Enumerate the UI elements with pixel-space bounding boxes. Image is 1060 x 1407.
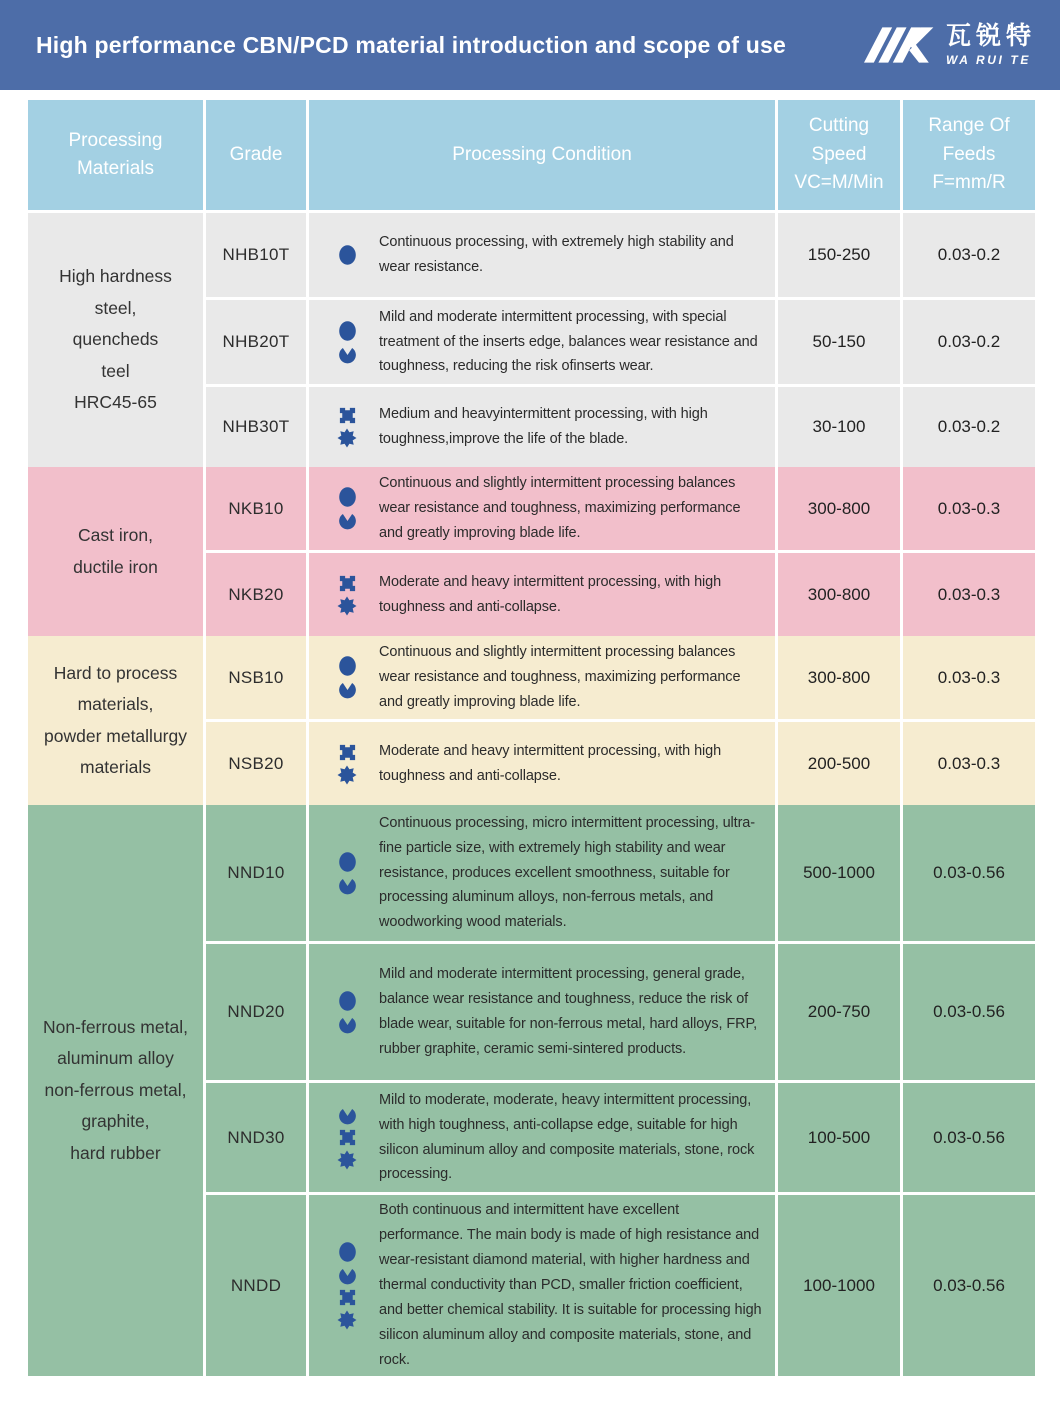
material-line: steel,	[94, 297, 137, 318]
heavy-intermittent-gear-icon	[337, 765, 357, 785]
cutting-speed-cell: 500-1000	[778, 805, 900, 941]
table-row	[206, 553, 1035, 636]
condition-icons	[335, 487, 359, 530]
continuous-processing-icon	[339, 656, 356, 676]
material-line: quencheds	[72, 329, 159, 350]
condition-icons	[335, 406, 359, 448]
condition-icons	[335, 245, 359, 265]
condition-cell	[309, 1195, 775, 1376]
material-line: High hardness	[59, 266, 172, 287]
continuous-processing-icon	[339, 487, 356, 507]
column-header	[206, 100, 306, 210]
condition-text: Moderate and heavy intermittent processing, with high toughness and anti-collapse.	[379, 573, 722, 615]
material-line: materials,	[77, 694, 154, 714]
condition-icons	[335, 656, 359, 699]
column-header-line: Materials	[76, 158, 155, 179]
table-body	[28, 213, 1035, 1376]
condition-icons	[335, 1242, 359, 1330]
condition-cell	[309, 213, 775, 297]
condition-text: Both continuous and intermittent have excellent performance. The main body is made of high resistance and wear-resistant diamond material, with higher hardness and thermal conductivity than PCD, smaller friction coefficient, and better chemical stability. It is suitable for processing high silicon aluminum alloy and composite materials, stone, and rock.	[379, 1202, 762, 1368]
light-intermittent-icon	[338, 510, 357, 530]
cutting-speed-cell: 50-150	[778, 300, 900, 384]
condition-icons	[335, 1105, 359, 1170]
group-rows	[206, 636, 1035, 805]
brand-logo	[864, 20, 1036, 70]
feed-range-cell: 0.03-0.3	[903, 722, 1035, 805]
condition-icons	[335, 743, 359, 785]
cutting-speed-cell: 30-100	[778, 387, 900, 467]
feed-range-cell: 0.03-0.2	[903, 300, 1035, 384]
logo-text	[946, 23, 1036, 67]
material-cell	[28, 213, 203, 467]
column-header	[903, 100, 1035, 210]
cutting-speed-cell: 300-800	[778, 467, 900, 550]
table-row	[206, 1195, 1035, 1376]
material-group	[28, 467, 1035, 636]
feed-range-cell: 0.03-0.2	[903, 387, 1035, 467]
heavy-intermittent-gear-icon	[337, 428, 357, 448]
condition-cell	[309, 944, 775, 1080]
continuous-processing-icon	[339, 245, 356, 265]
condition-cell	[309, 300, 775, 384]
grade-cell: NND20	[206, 944, 306, 1080]
medium-intermittent-gear-icon	[338, 1128, 357, 1147]
feed-range-cell: 0.03-0.3	[903, 553, 1035, 636]
grade-cell: NSB10	[206, 636, 306, 719]
light-intermittent-icon	[338, 875, 357, 895]
light-intermittent-icon	[338, 679, 357, 699]
grade-cell: NND30	[206, 1083, 306, 1192]
cutting-speed-cell: 150-250	[778, 213, 900, 297]
grade-cell: NHB30T	[206, 387, 306, 467]
cutting-speed-cell: 300-800	[778, 553, 900, 636]
condition-cell	[309, 467, 775, 550]
material-group	[28, 213, 1035, 467]
material-line: graphite,	[81, 1111, 150, 1132]
material-line: ductile iron	[73, 556, 158, 577]
material-line: aluminum alloy	[57, 1048, 174, 1069]
material-cell	[28, 467, 203, 636]
heavy-intermittent-gear-icon	[337, 1150, 357, 1170]
page-title: High performance CBN/PCD material introduction and scope of use	[36, 31, 786, 58]
continuous-processing-icon	[339, 852, 356, 872]
grade-cell: NKB10	[206, 467, 306, 550]
condition-text: Continuous processing, micro intermittent processing, ultra-fine particle size, with extremely high stability and wear resistance, produces excellent smoothness, suitable for processing aluminum alloys, non-ferrous metals, and woodworking wood materials.	[379, 814, 755, 931]
material-line: non-ferrous metal,	[44, 1079, 187, 1100]
title-bar	[0, 0, 1060, 90]
material-cell	[28, 805, 203, 1376]
grade-cell: NND10	[206, 805, 306, 941]
table-row	[206, 944, 1035, 1080]
table-row	[206, 300, 1035, 384]
condition-text: Mild and moderate intermittent processing, with special treatment of the inserts edge, balances wear resistance and toughness, reducing the risk ofinserts wear.	[379, 308, 758, 375]
heavy-intermittent-gear-icon	[337, 1310, 357, 1330]
column-header-line: F=mm/R	[932, 172, 1006, 194]
continuous-processing-icon	[339, 1242, 356, 1262]
column-header-line: Speed	[811, 143, 867, 165]
cutting-speed-cell: 300-800	[778, 636, 900, 719]
table-row	[206, 805, 1035, 941]
group-rows	[206, 467, 1035, 636]
material-table	[28, 100, 1035, 1376]
grade-cell: NNDD	[206, 1195, 306, 1376]
continuous-processing-icon	[339, 321, 356, 341]
material-line: materials	[80, 757, 151, 777]
condition-text: Mild and moderate intermittent processing, general grade, balance wear resistance and toughness, reduce the risk of blade wear, suitable for non-ferrous metal, hard alloys, FRP, rubber graphite, ceramic semi-sintered products.	[379, 966, 758, 1057]
material-line: HRC45-65	[74, 392, 157, 413]
material-line: powder metallurgy	[44, 725, 187, 746]
column-header-line: Range Of	[928, 115, 1010, 137]
column-header	[778, 100, 900, 210]
feed-range-cell: 0.03-0.3	[903, 467, 1035, 550]
medium-intermittent-gear-icon	[338, 1288, 357, 1307]
table-row	[206, 722, 1035, 805]
condition-text: Mild to moderate, moderate, heavy intermittent processing, with high toughness, anti-collapse edge, suitable for high silicon aluminum alloy and composite materials, stone, rock processing.	[379, 1091, 755, 1183]
heavy-intermittent-gear-icon	[337, 596, 357, 616]
feed-range-cell: 0.03-0.56	[903, 1083, 1035, 1192]
feed-range-cell: 0.03-0.56	[903, 944, 1035, 1080]
table-row	[206, 467, 1035, 550]
condition-cell	[309, 636, 775, 719]
condition-cell	[309, 553, 775, 636]
column-header	[309, 100, 775, 210]
material-line: Cast iron,	[78, 525, 153, 545]
column-header-line: VC=M/Min	[794, 172, 884, 194]
medium-intermittent-gear-icon	[338, 743, 357, 762]
condition-icons	[335, 321, 359, 364]
medium-intermittent-gear-icon	[338, 574, 357, 593]
condition-text: Medium and heavyintermittent processing, with high toughness,improve the life of the blade.	[379, 406, 708, 447]
light-intermittent-icon	[338, 344, 357, 364]
cutting-speed-cell: 100-500	[778, 1083, 900, 1192]
light-intermittent-icon	[338, 1265, 357, 1285]
column-header-line: Grade	[229, 143, 283, 165]
condition-icons	[335, 852, 359, 895]
cutting-speed-cell: 200-500	[778, 722, 900, 805]
logo-latin-text: WA RUI TE	[945, 52, 1031, 67]
material-group	[28, 636, 1035, 805]
material-line: Hard to process	[53, 662, 178, 683]
grade-cell: NHB10T	[206, 213, 306, 297]
column-header-line: Cutting	[808, 115, 870, 137]
column-header-line: Processing	[68, 129, 163, 151]
table-row	[206, 636, 1035, 719]
cutting-speed-cell: 200-750	[778, 944, 900, 1080]
grade-cell: NHB20T	[206, 300, 306, 384]
light-intermittent-icon	[338, 1014, 357, 1034]
column-header-line: Feeds	[942, 143, 996, 165]
material-group	[28, 805, 1035, 1376]
condition-text: Continuous processing, with extremely high stability and wear resistance.	[379, 234, 734, 275]
feed-range-cell: 0.03-0.56	[903, 1195, 1035, 1376]
group-rows	[206, 213, 1035, 467]
feed-range-cell: 0.03-0.2	[903, 213, 1035, 297]
feed-range-cell: 0.03-0.3	[903, 636, 1035, 719]
condition-cell	[309, 805, 775, 941]
condition-cell	[309, 722, 775, 805]
condition-icons	[335, 574, 359, 616]
condition-text: Continuous and slightly intermittent processing balances wear resistance and toughness, maximizing performance and greatly improving blade life.	[379, 644, 741, 710]
waruite-logo-icon	[864, 20, 936, 70]
condition-cell	[309, 1083, 775, 1192]
condition-text: Continuous and slightly intermittent processing balances wear resistance and toughness, maximizing performance and greatly improving blade life.	[379, 475, 741, 541]
cutting-speed-cell: 100-1000	[778, 1195, 900, 1376]
grade-cell: NSB20	[206, 722, 306, 805]
continuous-processing-icon	[339, 991, 356, 1011]
material-line: teel	[101, 360, 130, 381]
feed-range-cell: 0.03-0.56	[903, 805, 1035, 941]
light-intermittent-icon	[338, 1105, 357, 1125]
material-line: Non-ferrous metal,	[43, 1016, 188, 1037]
logo-chinese-text: 瓦锐特	[945, 22, 1036, 51]
table-row	[206, 387, 1035, 467]
material-cell	[28, 636, 203, 805]
group-rows	[206, 805, 1035, 1376]
medium-intermittent-gear-icon	[338, 406, 357, 425]
column-header	[28, 100, 203, 210]
table-row	[206, 213, 1035, 297]
material-line: hard rubber	[70, 1142, 161, 1163]
table-header-row	[28, 100, 1035, 210]
condition-text: Moderate and heavy intermittent processing, with high toughness and anti-collapse.	[379, 742, 722, 784]
condition-cell	[309, 387, 775, 467]
column-header-line: Processing Condition	[452, 143, 632, 165]
grade-cell: NKB20	[206, 553, 306, 636]
condition-icons	[335, 991, 359, 1034]
table-row	[206, 1083, 1035, 1192]
